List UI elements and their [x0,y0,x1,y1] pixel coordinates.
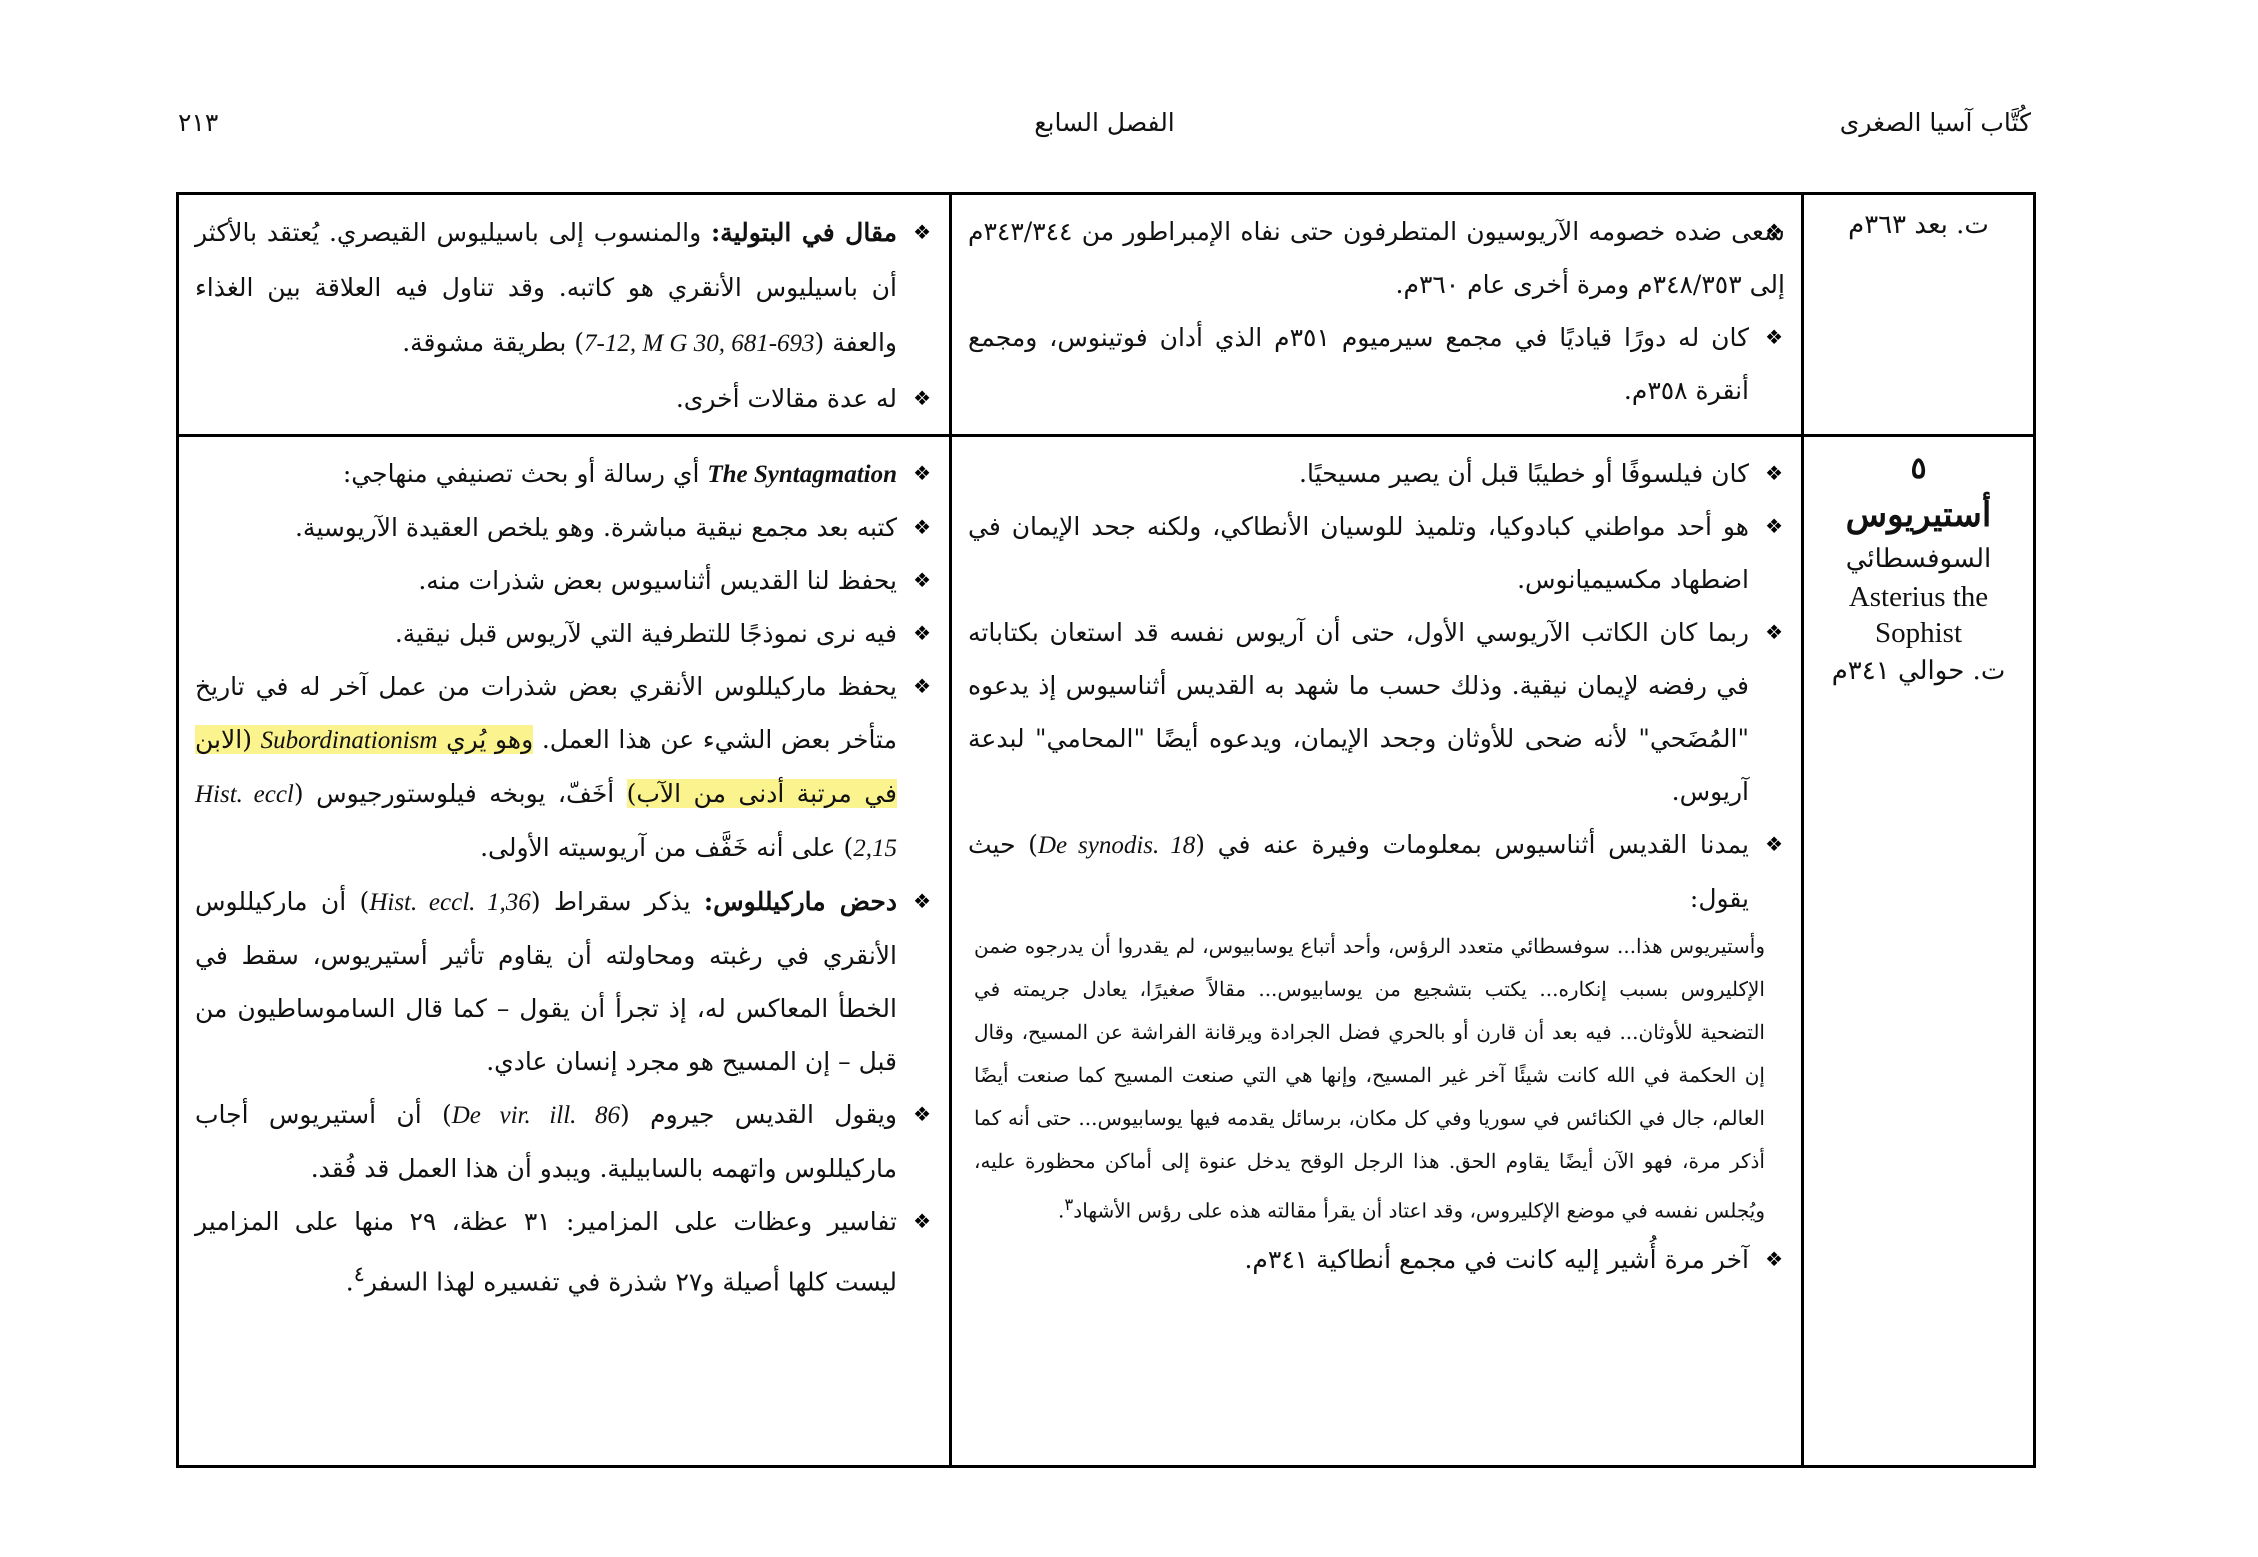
footnote-ref: ٤ [353,1262,365,1286]
death-date: ت. حوالي ٣٤١م [1831,656,2006,686]
bio-item: ❖ يمدنا القديس أثناسيوس بمعلومات وفيرة عنه في (De synodis. 18) حيث يقول: [968,818,1785,925]
bio-item: ❖ سعى ضده خصومه الآريوسيون المتطرفون حتى نفاه الإمبراطور من ٣٤٣/٣٤٤م إلى ٣٤٨/٣٥٣م ومرة أخرى عام ٣٦٠م. [968,205,1785,311]
bio-item: ❖ آخر مرة أُشير إليه كانت في مجمع أنطاكية ٣٤١م. [968,1233,1785,1286]
works-cell [178,436,951,1467]
work-item: ❖ فيه نرى نموذجًا للتطرفية التي لآريوس قبل نيقية. [195,607,933,660]
table-row [178,436,2035,1467]
work-item: ❖ مقال في البتولية: والمنسوب إلى باسيليوس القيصري. يُعتقد بالأكثر أن باسيليوس الأنقري هو كاتبه. وقد تناول فيه العلاقة بين الغذاء والعفة (7-12, M G 30, 681-693) بطريقة مشوقة. [195,205,933,371]
page-number: ٢١٣ [178,108,219,137]
work-item: ❖ تفاسير وعظات على المزامير: ٣١ عظة، ٢٩ منها على المزامير ليست كلها أصيلة و٢٧ شذرة في تفسيره لهذا السفر$^٤$. [195,1195,933,1308]
date-cell [1803,194,2035,436]
work-item: ❖ يحفظ لنا القديس أثناسيوس بعض شذرات منه. [195,554,933,607]
writer-number: ٥ [1910,451,1927,486]
page-header [178,108,2031,148]
works-cell [178,194,951,436]
writer-name-english: Asterius the Sophist [1848,581,1989,649]
bio-item: ❖ كان له دورًا قياديًا في مجمع سيرميوم ٣٥١م الذي أدان فوتينوس، ومجمع أنقرة ٣٥٨م. [968,311,1785,417]
writer-cell [1803,436,2035,1467]
death-date: ت. بعد ٣٦٣م [1848,210,1989,240]
writer-epithet: السوفسطائي [1845,544,1992,574]
athanasius-quote: وأستيريوس هذا... سوفسطائي متعدد الرؤس، وأحد أتباع يوسابيوس، لم يقدروا أن يدرجوه ضمن الإكليروس بسبب إنكاره... يكتب بتشجيع من يوسابيوس... مقالاً صغيرًا، يعادل جريمته في التضحية للأوثان... فيه بعد أن قارن أو بالحري فضل الجرادة ويرقانة الفراشة عن المسيح، وقال إن الحكمة في الله كانت شيئًا آخر غير المسيح، وإنها هي التي صنعت المسيح كما صنعت أيضًا العالم، جال في الكنائس في سوريا وفي كل مكان، برسائل يقدمه فيها يوسابيوس... حتى أنه كما أذكر مرة، فهو الآن أيضًا يقاوم الحق. هذا الرجل الوقح يدخل عنوة إلى أماكن محظورة عليه، ويُجلس نفسه في موضع الإكليروس، وقد اعتاد أن يقرأ مقالته هذه على رؤس الأشهاد$^٣$. [974,934,1765,1223]
highlighted-text: وهو يُري Subordinationism (الابن في مرتبة أدنى من الآب) [195,725,897,808]
chapter-title: الفصل السابع [1034,108,1175,137]
work-item: ❖ The Syntagmation أي رسالة أو بحث تصنيفي منهاجي: [195,447,933,501]
writer-name-arabic: أستيريوس [1845,495,1992,535]
bio-item: ❖ هو أحد مواطني كبادوكيا، وتلميذ للوسيان الأنطاكي، ولكنه جحد الإيمان في اضطهاد مكسيميانوس. [968,500,1785,606]
work-item: ❖ له عدة مقالات أخرى. [195,371,933,426]
bio-item: ❖ كان فيلسوفًا أو خطيبًا قبل أن يصير مسيحيًا. [968,447,1785,500]
footnote-ref: ٣ [1064,1195,1074,1214]
biography-cell [951,194,1803,436]
work-item: ❖ ويقول القديس جيروم (De vir. ill. 86) أن أستيريوس أجاب ماركيللوس واتهمه بالسابيلية. ويبدو أن هذا العمل قد فُقد. [195,1088,933,1195]
bio-item: ❖ ربما كان الكاتب الآريوسي الأول، حتى أن آريوس نفسه قد استعان بكتاباته في رفضه لإيمان نيقية. وذلك حسب ما شهد به القديس أثناسيوس إذ يدعوه "المُضَحي" لأنه ضحى للأوثان وجحد الإيمان، ويدعوه أيضًا "المحامي" لبدعة آريوس. [968,606,1785,818]
writers-table [176,192,2036,1468]
book-title: كُتَّاب آسيا الصغرى [1839,108,2031,137]
work-item: ❖ دحض ماركيللوس: يذكر سقراط (Hist. eccl. 1,36) أن ماركيللوس الأنقري في رغبته ومحاولته أن يقاوم تأثير أستيريوس، سقط في الخطأ المعاكس له، إذ تجرأ أن يقول – كما قال الساموساطيون من قبل – إن المسيح هو مجرد إنسان عادي. [195,875,933,1088]
work-item: ❖ كتبه بعد مجمع نيقية مباشرة. وهو يلخص العقيدة الآريوسية. [195,501,933,554]
work-item: ❖ يحفظ ماركيللوس الأنقري بعض شذرات من عمل آخر له في تاريخ متأخر بعض الشيء عن هذا العمل. وهو يُري Subordinationism (الابن في مرتبة أدنى من الآب) أخَفّ، يوبخه فيلوستورجيوس (Hist. eccl 2,15) على أنه خَفَّف من آريوسيته الأولى. [195,660,933,875]
table-row [178,194,2035,436]
biography-cell [951,436,1803,1467]
